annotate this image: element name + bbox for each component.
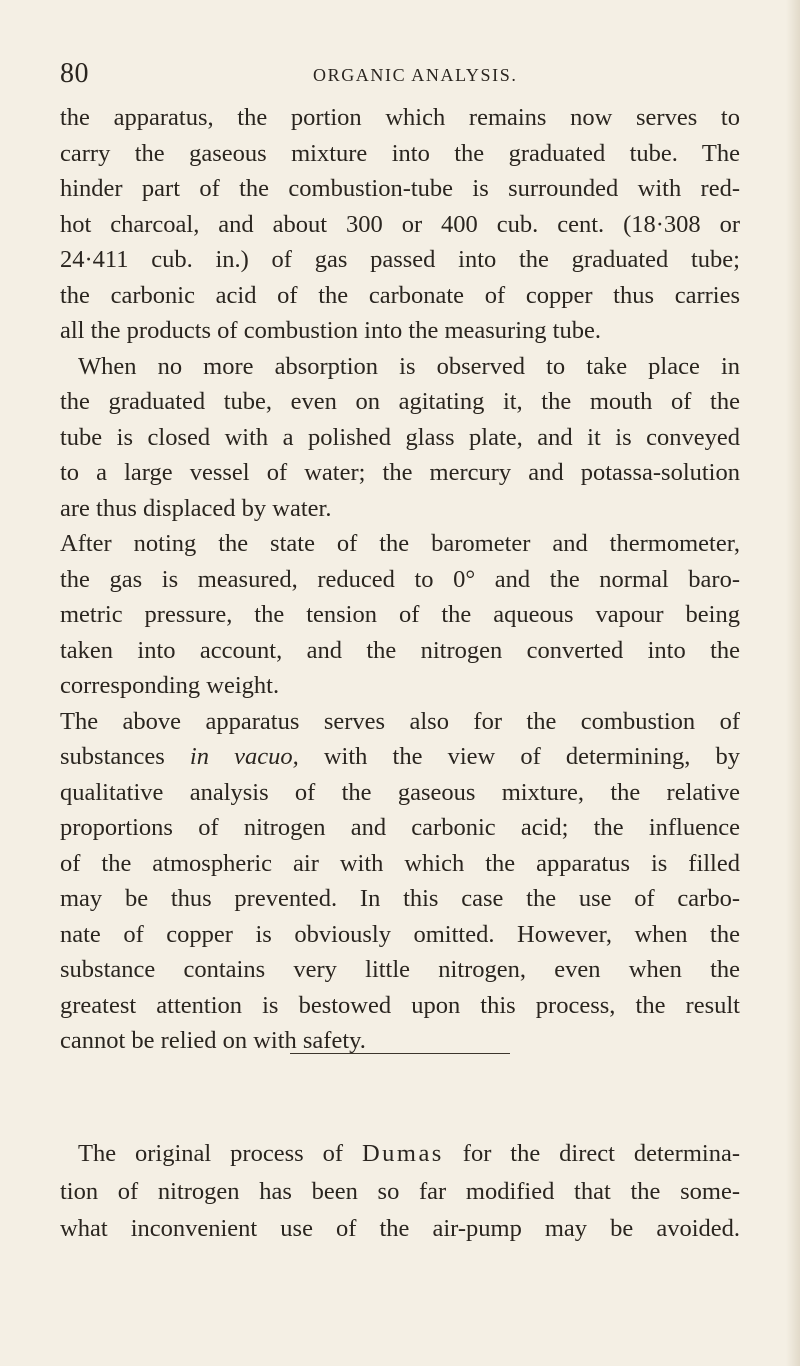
text-line-with-italic	[60, 739, 740, 775]
text-line: substance contains very little nitrogen, even when the	[60, 956, 740, 983]
running-head-title: ORGANIC ANALYSIS.	[313, 65, 518, 85]
text-line: tion of nitrogen has been so far modified that the some-	[60, 1177, 740, 1205]
text-line: cannot be relied on with safety.	[60, 1027, 366, 1054]
text-line: hot charcoal, and about 300 or 400 cub. cent. (18·308 or	[60, 210, 740, 238]
main-text-block	[60, 100, 740, 1059]
text-line: corresponding weight.	[60, 672, 280, 699]
text-line: of the atmospheric air with which the apparatus is filled	[60, 849, 740, 877]
text-line: the gas is measured, reduced to 0° and the normal baro-	[60, 565, 740, 593]
italic-phrase: in vacuo,	[189, 743, 299, 770]
text-line: what inconvenient use of the air-pump may be avoided.	[60, 1215, 740, 1242]
text-line: metric pressure, the tension of the aqueous vapour being	[60, 601, 740, 628]
text-line: the graduated tube, even on agitating it, the mouth of the	[60, 388, 740, 415]
text-line: When no more absorption is observed to take place in	[78, 352, 740, 380]
text-line: tube is closed with a polished glass plate, and it is conveyed	[60, 423, 740, 451]
text-line: to a large vessel of water; the mercury and potassa-solution	[60, 459, 740, 486]
text-line-with-name	[60, 1135, 740, 1173]
running-head	[60, 58, 740, 94]
text-line: may be thus prevented. In this case the use of carbo-	[60, 885, 740, 912]
text-segment: for the direct determina-	[462, 1140, 740, 1167]
text-line: The above apparatus serves also for the combustion of	[60, 707, 740, 735]
text-line: hinder part of the combustion-tube is surrounded with red-	[60, 175, 740, 202]
page-number: 80	[60, 58, 89, 89]
closing-paragraph	[60, 1135, 740, 1248]
text-segment: The original process of	[78, 1140, 343, 1167]
page-edge-shadow	[786, 0, 800, 1366]
text-line: carry the gaseous mixture into the graduated tube. The	[60, 139, 740, 167]
author-name: Dumas	[361, 1140, 444, 1167]
text-segment: with the view of determining, by	[323, 743, 740, 770]
text-line: the carbonic acid of the carbonate of copper thus carries	[60, 281, 740, 309]
text-line: the apparatus, the portion which remains now serves to	[60, 104, 740, 131]
text-line: proportions of nitrogen and carbonic acid; the influence	[60, 814, 740, 841]
text-line: After noting the state of the barometer and thermometer,	[60, 530, 740, 557]
text-line: nate of copper is obviously omitted. However, when the	[60, 920, 740, 948]
text-line: taken into account, and the nitrogen converted into the	[60, 636, 740, 664]
text-line: all the products of combustion into the measuring tube.	[60, 317, 601, 344]
text-line: greatest attention is bestowed upon this process, the result	[60, 991, 740, 1019]
text-segment: substances	[60, 743, 165, 770]
text-line: 24·411 cub. in.) of gas passed into the graduated tube;	[60, 246, 740, 273]
section-divider	[290, 1053, 510, 1054]
text-line: are thus displaced by water.	[60, 494, 332, 522]
text-line: qualitative analysis of the gaseous mixture, the relative	[60, 778, 740, 806]
